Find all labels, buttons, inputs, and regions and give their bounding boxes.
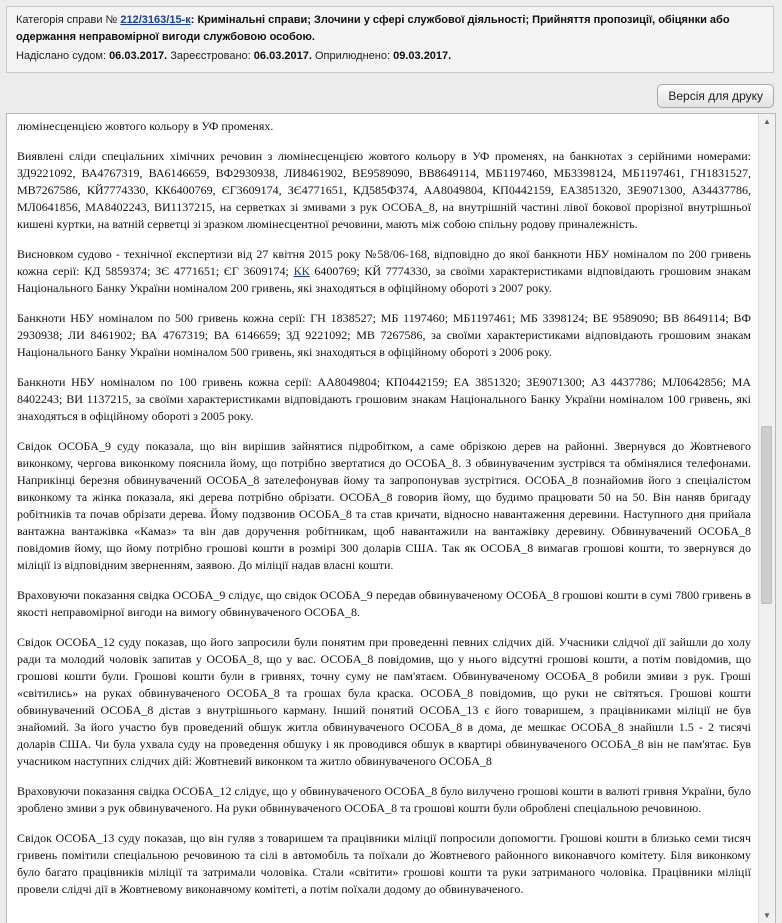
category-label: Категорія справи № xyxy=(16,14,118,26)
published-date: 09.03.2017. xyxy=(393,50,452,62)
case-number-link[interactable]: 212/3163/15-к xyxy=(120,14,191,26)
scroll-down-arrow-icon[interactable]: ▼ xyxy=(763,911,771,920)
doc-paragraph: Виявлені сліди спеціальних хімічних речовин з люмінесценцією жовтого кольору в УФ променях, на банкнотах з серійними номерами: ЗД9221092, ВА4767319, ВА6146659, ВФ2930938, ЛИ8461902, ВЕ9589090, ВВ8649114, МБ1197460, МБ3398124, МБ1197461, ГН1831527, МВ7267586, КЙ7774330, КК6400769, ЄГ3609174, ЗЄ4771651, КД585Ф374, АА8049804, КП0442159, ЕА3851320, ЗЕ9071300, АЗ4437786, МЛ0641856, МА8402243, ВИ1137215, на серветках зі змивами з рук ОСОБА_8, на внутрішній частині лівої бокової прорізної внутрішньої кишені куртки, на ватній серветці зі зразком люмінесцентної речовини, мають між собою спільну родову приналежність. xyxy=(17,149,751,231)
print-version-button[interactable]: Версія для друку xyxy=(657,84,774,108)
scroll-thumb[interactable] xyxy=(761,426,772,604)
sent-label: Надіслано судом: xyxy=(16,50,106,62)
document-text xyxy=(17,114,751,911)
category-text: : Кримінальні справи; Злочини у сфері службової діяльності; Прийняття пропозиції, обіцянки або одержання неправомірної вигоди службовою особою. xyxy=(16,14,730,43)
doc-paragraph: люмінесценцією жовтого кольору в УФ променях. xyxy=(17,119,274,133)
case-category-line xyxy=(16,12,764,46)
doc-paragraph: Свідок ОСОБА_12 суду показав, що його запросили були понятим при проведенні певних слідчих дій. Учасники слідчої дії зайшли до холу ради та молодий чоловік запитав у ОСОБА_8, що у вас. ОСОБА_8 повідомив, що у нього відсутні грошові кошти, а потім повідомив, що грошові кошти були. Грошові кошти були в гривнях, точну суму не пам'ятаєм. Обвинуваченому ОСОБА_8 робили змиви з рук. Гроші «світились» на руках обвинуваченого ОСОБА_8 та грошах була краска. ОСОБА_8 повідомив, що руки не світяться. Грошові кошти обвинувачений ОСОБА_8 дістав з внутрішнього карману. Інший понятий ОСОБА_13 є його товаришем, з працівниками міліції не був знайомий. За його участю був проведений обшук житла обвинуваченого ОСОБА_8 в дома, де мешкає ОСОБА_8 знайшли 1.5 - 2 тисячі доларів США. Чи була ухвала суду на проведення обшуку і як проводився обшук в квартирі обвинуваченого ОСОБА_8 він не пам'ятає. Був учасником наступних слідчих дій: Жовтневий виконком та житло обвинуваченого ОСОБА_8 xyxy=(17,635,751,768)
inline-link[interactable]: КК xyxy=(293,264,310,278)
paragraph-text: 6400769; КЙ 7774330, за своїми характеристиками відповідають грошовим знакам Національного Банку України номіналом 200 гривень, які знаходяться в офіційному обороті з 2007 року. xyxy=(17,264,751,295)
registered-label: Зареєстровано: xyxy=(170,50,251,62)
doc-paragraph: Враховуючи показання свідка ОСОБА_9 слідує, що свідок ОСОБА_9 передав обвинуваченому ОСОБА_8 грошові кошти в сумі 7800 гривень в якості неправомірної вигоди на вимогу обвинуваченого ОСОБА_8. xyxy=(17,588,751,619)
case-info-panel xyxy=(6,6,774,73)
registered-date: 06.03.2017. xyxy=(253,50,312,62)
sent-date: 06.03.2017. xyxy=(109,50,168,62)
doc-paragraph: Банкноти НБУ номіналом по 500 гривень кожна серії: ГН 1838527; МБ 1197460; МБ1197461; МБ 3398124; ВЕ 9589090; ВВ 8649114; ВФ 2930938; ЛИ 8461902; ВА 4767319; ВА 6146659; ЗД 9221092; МВ 7267586, за своїми характеристиками відповідають грошовим знакам Національного Банку України номіналом 500 гривень, які знаходяться в офіційному обороті з 2006 року. xyxy=(17,311,751,359)
doc-paragraph: Банкноти НБУ номіналом по 100 гривень кожна серії: АА8049804; КП0442159; ЕА 3851320; ЗЕ9071300; АЗ 4437786; МЛ0642856; МА 8402243; ВИ 1137215, за своїми характеристиками відповідають грошовим знакам Національного Банку України номіналом 100 гривень, які знаходяться в офіційному обороті з 2005 року. xyxy=(17,375,751,423)
doc-paragraph xyxy=(17,246,751,297)
doc-paragraph: Враховуючи показання свідка ОСОБА_12 слідує, що у обвинуваченого ОСОБА_8 було вилучено грошові кошти в валюті гривня України, було зроблено змиви з рук обвинуваченого. На руки обвинуваченого ОСОБА_8 та грошові кошти були оброблені спеціальною речовиною. xyxy=(17,784,751,815)
published-label: Оприлюднено: xyxy=(314,50,391,62)
case-dates-line xyxy=(16,48,764,65)
doc-paragraph: Свідок ОСОБА_9 суду показала, що він вирішив зайнятися підробітком, а саме обрізкою дерев на районні. Звернувся до Жовтневого виконкому, чергова виконкому пояснила йому, що потрібно звертатися до ОСОБА_8. З обвинуваченим зустрівся та обмінялися телефонами. Наприкінці березня обвинувачений ОСОБА_8 зателефонував йому та запропонував зустрітися. ОСОБА_8 познайомив його з спеціалістом виконкому та жінка показала, які дерева потрібно обрізати. ОСОБА_8 говорив йому, що будимо працювати 50 на 50. Він наняв бригаду робітників та почав обрізати дерева. Йому подзвонив ОСОБА_8 та став кричати, відносно навантаження деревини. Наступного дня прийала вантажна вантажівка «Камаз» та він дав доручення робітникам, щоб навантажили на вантажівку деревину. Обвинувачений ОСОБА_8 повідомив йому, що йому потрібно грошові кошти в розмірі 300 доларів США. Так як ОСОБА_8 вимагав грошові кошти, то звернувся до міліції із відповідним зверненням, заявою. До міліції надав власні кошти. xyxy=(17,439,751,572)
paragraph-text: Висновком судово - технічної експертизи від 27 квітня 2015 року №58/06-168, відповідно до якої банкноти НБУ номіналом по 200 гривень кожна серії: КД 5859374; ЗЄ 4771651; ЄГ 3609174; xyxy=(17,247,751,278)
document-viewer[interactable] xyxy=(6,113,776,923)
doc-paragraph: Свідок ОСОБА_13 суду показав, що він гуляв з товаришем та працівники міліції попросили допомогти. Грошові кошти в близько семи тисяч гривень помітили спеціальною речовиною та сілі в автомобіль та поїхали до Жовтневого районного виконавчого комітету. Біля виконкому було багато працівників міліції та затримали чоловіка. Стали «світити» грошові кошти та руки затриманого чоловіка. Працівники міліції провели слідчі дії в Жовтневому виконавчому комітеті, а потім поїхали додому до обвинуваченого. xyxy=(17,831,751,896)
scroll-up-arrow-icon[interactable]: ▲ xyxy=(763,117,771,126)
vertical-scrollbar[interactable] xyxy=(758,114,775,923)
